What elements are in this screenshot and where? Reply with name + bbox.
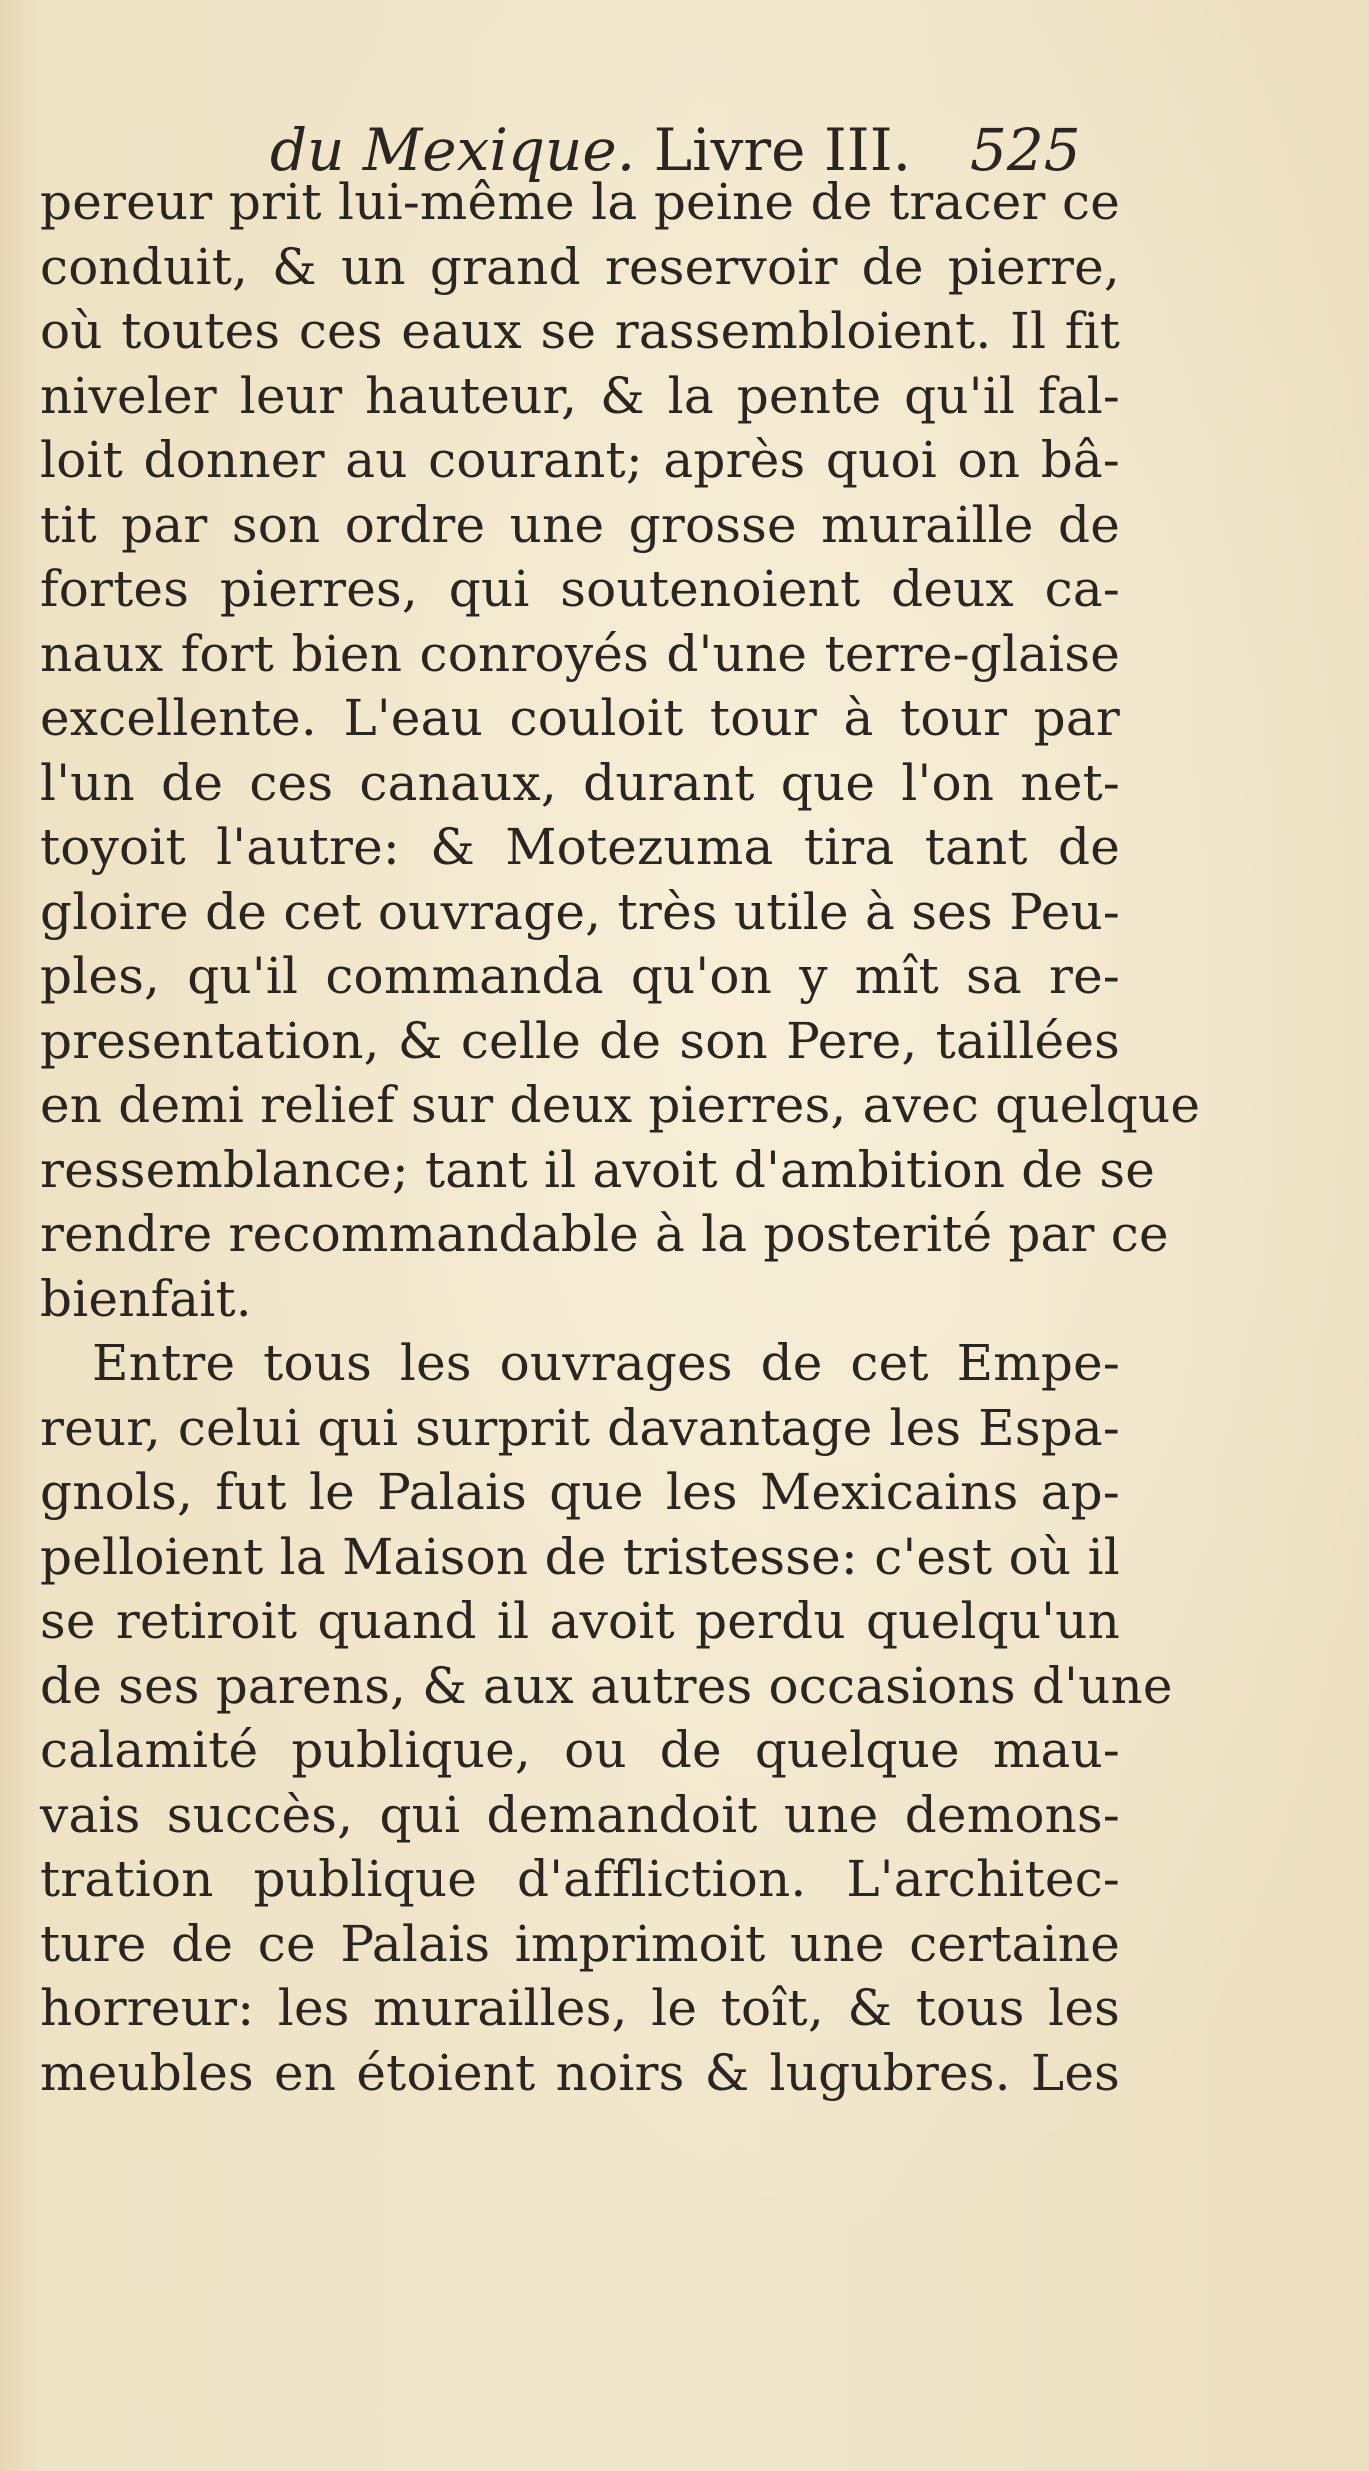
paragraph-2 bbox=[40, 1331, 1173, 2105]
text-line: naux fort bien conroyés d'une terre-glaise bbox=[40, 624, 1120, 683]
text-line: rendre recommandable à la posterité par ce bbox=[40, 1205, 1169, 1263]
running-head-work: du Mexique. bbox=[270, 116, 636, 184]
text-line: meubles en étoient noirs & lugubres. Les bbox=[40, 2043, 1120, 2102]
text-line: vais succès, qui demandoit une demons- bbox=[40, 1785, 1120, 1844]
text-line: fortes pierres, qui soutenoient deux ca- bbox=[40, 560, 1120, 618]
text-line: où toutes ces eaux se rassembloient. Il fit bbox=[40, 302, 1120, 360]
text-line: tit par son ordre une grosse muraille de bbox=[40, 495, 1120, 554]
text-line: Entre tous les ouvrages de cet Empe- bbox=[92, 1334, 1120, 1392]
text-line: se retiroit quand il avoit perdu quelqu'un bbox=[40, 1592, 1120, 1650]
text-line: reur, celui qui surprit davantage les Espa- bbox=[40, 1398, 1120, 1457]
text-line: calamité publique, ou de quelque mau- bbox=[40, 1721, 1120, 1779]
text-line: toyoit l'autre: & Motezuma tira tant de bbox=[40, 818, 1120, 876]
text-line: ples, qu'il commanda qu'on y mît sa re- bbox=[40, 947, 1120, 1005]
text-line: de ses parens, & aux autres occasions d'une bbox=[40, 1656, 1173, 1715]
text-line: niveler leur hauteur, & la pente qu'il fal- bbox=[40, 366, 1120, 425]
text-line: l'un de ces canaux, durant que l'on net- bbox=[40, 753, 1120, 812]
text-line: loit donner au courant; après quoi on bâ- bbox=[40, 431, 1120, 489]
text-line: pereur prit lui-même la peine de tracer ce bbox=[40, 173, 1120, 231]
running-head-book: Livre III. bbox=[653, 116, 912, 184]
text-line: ressemblance; tant il avoit d'ambition de se bbox=[40, 1140, 1156, 1199]
text-line: bienfait. bbox=[40, 1269, 252, 1328]
text-line: gnols, fut le Palais que les Mexicains ap- bbox=[40, 1463, 1120, 1521]
text-line: en demi relief sur deux pierres, avec quelque bbox=[40, 1076, 1201, 1134]
paragraph-1 bbox=[40, 170, 1201, 1331]
text-line: presentation, & celle de son Pere, taillées bbox=[40, 1011, 1120, 1070]
text-line: excellente. L'eau couloit tour à tour par bbox=[40, 689, 1120, 747]
text-line: horreur: les murailles, le toît, & tous les bbox=[40, 1979, 1120, 2037]
text-line: gloire de cet ouvrage, très utile à ses Peu- bbox=[40, 882, 1120, 941]
text-line: ture de ce Palais imprimoit une certaine bbox=[40, 1914, 1120, 1973]
page-number: 525 bbox=[970, 116, 1081, 184]
text-line: conduit, & un grand reservoir de pierre, bbox=[40, 237, 1120, 296]
text-line: pelloient la Maison de tristesse: c'est où il bbox=[40, 1527, 1120, 1586]
text-line: tration publique d'affliction. L'architec- bbox=[40, 1850, 1120, 1908]
body-text bbox=[40, 170, 1201, 2105]
